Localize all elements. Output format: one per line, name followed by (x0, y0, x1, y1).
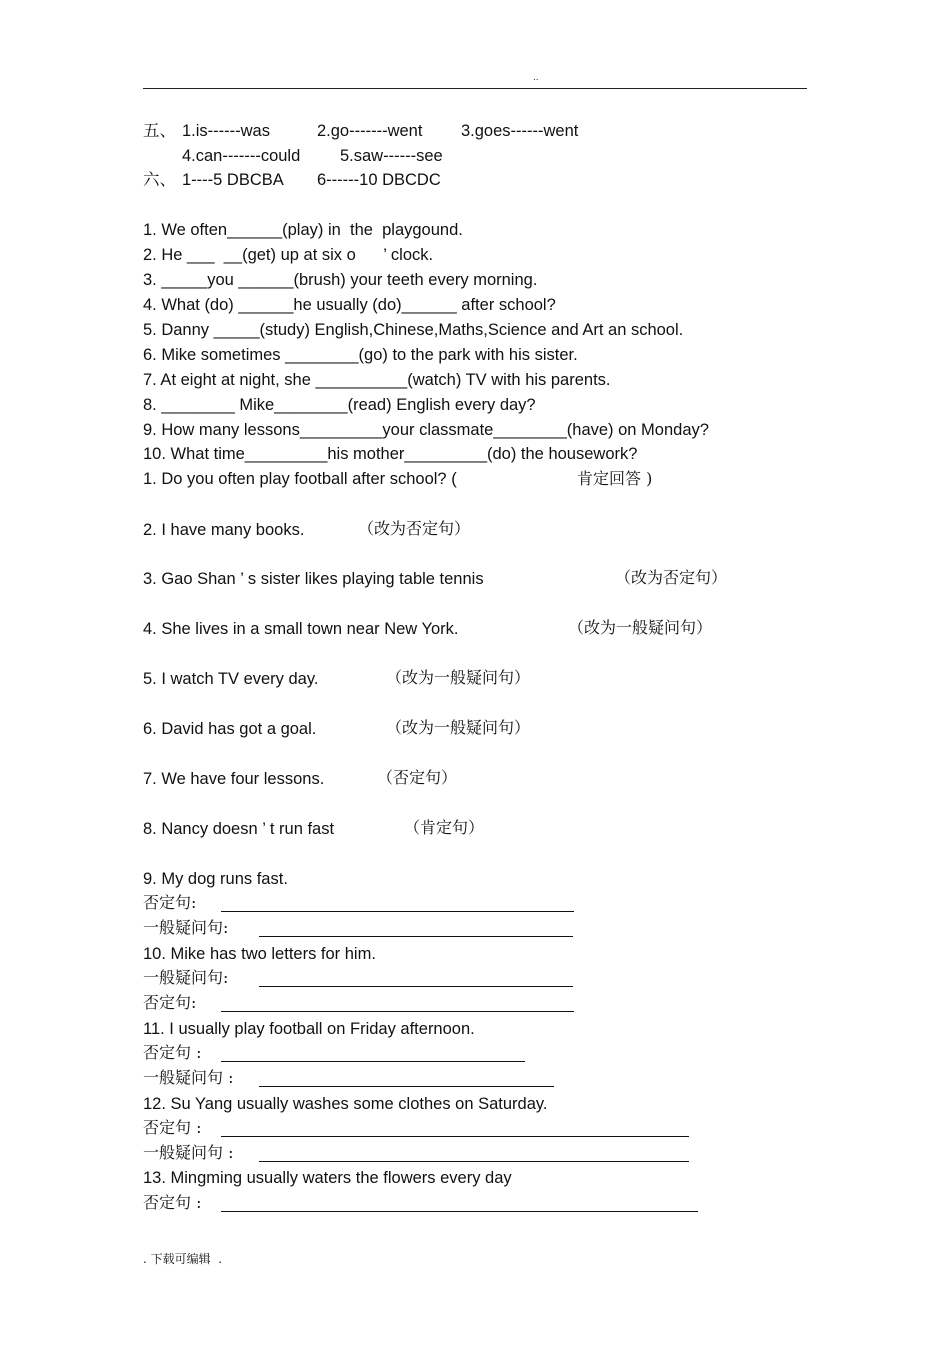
rewrite-prompt: 否定句: (143, 993, 197, 1012)
answer-item: 6------10 DBCDC (317, 171, 441, 189)
transform-sentence: 2. I have many books. (143, 521, 305, 539)
rewrite-prompt: 否定句 : (143, 1193, 202, 1212)
answer-item: 4.can-------could (182, 147, 301, 165)
fill-in-item: 2. He ___ __(get) up at six o ’ clock. (143, 246, 434, 264)
fill-in-item: 10. What time_________his mother_________(do) the housework? (143, 445, 638, 463)
transform-sentence: 5. I watch TV every day. (143, 670, 319, 688)
transform-note: （否定句） (377, 768, 458, 787)
answer-label-5: 五、 (143, 122, 176, 140)
header-mark: .. (533, 72, 539, 83)
transform-note: （改为一般疑问句） (568, 618, 713, 637)
transform-sentence: 1. Do you often play football after school? ( (143, 470, 457, 488)
transform-note: （改为一般疑问句） (386, 718, 531, 737)
answer-label-6: 六、 (143, 171, 176, 189)
transform-note: （改为否定句） (615, 568, 728, 587)
transform-sentence: 8. Nancy doesn ’ t run fast (143, 820, 335, 838)
rewrite-sentence: 11. I usually play football on Friday afternoon. (143, 1020, 475, 1038)
transform-note: 肯定回答 ) (577, 469, 653, 488)
transform-note: （改为否定句） (358, 519, 471, 538)
transform-sentence: 7. We have four lessons. (143, 770, 325, 788)
header-rule (143, 88, 807, 89)
rewrite-prompt: 否定句 : (143, 1118, 202, 1137)
fill-in-item: 8. ________ Mike________(read) English every day? (143, 396, 536, 414)
answer-line[interactable] (221, 1136, 689, 1137)
fill-in-item: 9. How many lessons_________your classmate________(have) on Monday? (143, 421, 709, 439)
fill-in-item: 6. Mike sometimes ________(go) to the park with his sister. (143, 346, 578, 364)
rewrite-prompt: 一般疑问句: (143, 918, 229, 937)
answer-item: 1----5 DBCBA (182, 171, 284, 189)
answer-line[interactable] (259, 1161, 689, 1162)
rewrite-sentence: 13. Mingming usually waters the flowers every day (143, 1169, 512, 1187)
answer-line[interactable] (259, 986, 573, 987)
fill-in-item: 4. What (do) ______he usually (do)______ after school? (143, 296, 556, 314)
fill-in-item: 7. At eight at night, she __________(watch) TV with his parents. (143, 371, 611, 389)
transform-sentence: 4. She lives in a small town near New York. (143, 620, 459, 638)
rewrite-sentence: 12. Su Yang usually washes some clothes on Saturday. (143, 1095, 548, 1113)
fill-in-item: 1. We often______(play) in the playgound. (143, 221, 463, 239)
answer-item: 1.is------was (182, 122, 270, 140)
rewrite-prompt: 一般疑问句 : (143, 1143, 234, 1162)
answer-line[interactable] (259, 1086, 554, 1087)
transform-note: （改为一般疑问句） (386, 668, 531, 687)
fill-in-item: 3. _____you ______(brush) your teeth every morning. (143, 271, 538, 289)
answer-line[interactable] (221, 1011, 574, 1012)
answer-line[interactable] (221, 1211, 698, 1212)
rewrite-prompt: 一般疑问句 : (143, 1068, 234, 1087)
transform-note: （肯定句） (404, 818, 485, 837)
answer-line[interactable] (221, 911, 574, 912)
rewrite-prompt: 否定句: (143, 893, 197, 912)
rewrite-prompt: 一般疑问句: (143, 968, 229, 987)
fill-in-item: 5. Danny _____(study) English,Chinese,Maths,Science and Art an school. (143, 321, 684, 339)
answer-item: 3.goes------went (461, 122, 579, 140)
rewrite-prompt: 否定句 : (143, 1043, 202, 1062)
answer-line[interactable] (221, 1061, 525, 1062)
rewrite-sentence: 9. My dog runs fast. (143, 870, 288, 888)
transform-sentence: 6. David has got a goal. (143, 720, 317, 738)
answer-item: 5.saw------see (340, 147, 443, 165)
rewrite-sentence: 10. Mike has two letters for him. (143, 945, 376, 963)
transform-sentence: 3. Gao Shan ’ s sister likes playing table tennis (143, 570, 484, 588)
answer-item: 2.go-------went (317, 122, 423, 140)
footer-text: . 下载可编辑 . (143, 1252, 223, 1266)
answer-line[interactable] (259, 936, 573, 937)
